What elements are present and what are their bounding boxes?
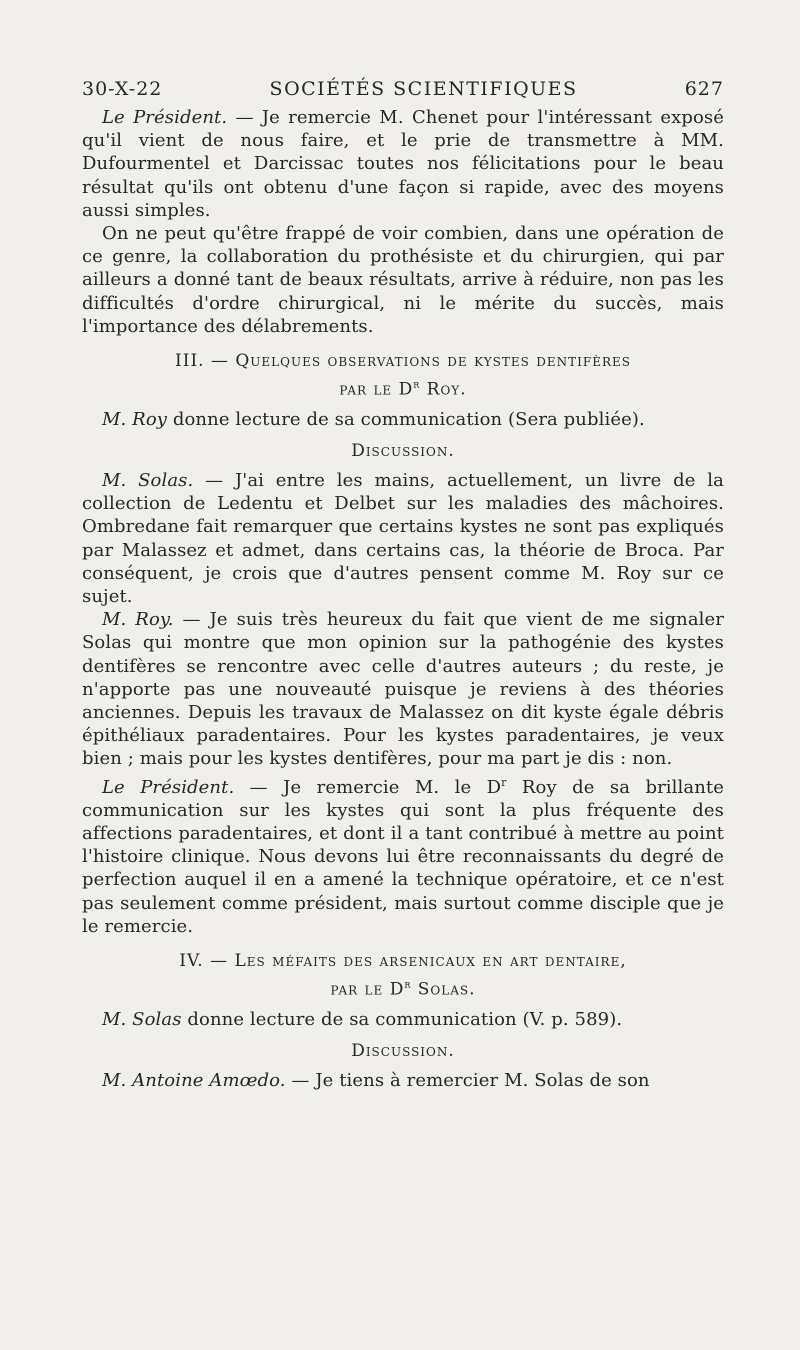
section-heading-4 — [82, 950, 724, 1002]
paragraph-president-2 — [82, 222, 724, 338]
paragraph-text: — Je remercie M. le D — [234, 776, 502, 798]
section-author: par le $D^r$ Roy. — [339, 378, 467, 400]
speaker: M. Roy — [102, 408, 168, 430]
paragraph-text: donne lecture de sa communication (Sera publiée). — [167, 408, 645, 430]
paragraph-amoedo — [82, 1069, 724, 1092]
discussion-heading: Discussion. — [351, 1040, 455, 1061]
paragraph-text: donne lecture de sa communication (V. p. 589). — [181, 1008, 623, 1030]
paragraph-president-3: Le Président. — Je remercie M. le $D^r$ Roy de sa brillante communication sur les kystes qui sont la plus fréquente des affections paradentaires, et dont il a tant contribué à mettre au point l'histoire clinique. Nous devons lui être reconnaissants du degré de perfection auquel il en a amené la technique opératoire, et ce n'est pas seulement comme président, mais surtout comme disciple que je le remercie. — [82, 775, 724, 937]
paragraph-text: Roy de sa brillante communication sur les kystes qui sont la plus fréquente des affections paradentaires, et dont il a tant contribué à mettre au point l'histoire clinique. Nous devons lui être reconnaissants du degré de perfection auquel il en a amené la technique opératoire, et ce n'est pas seulement comme président, mais surtout comme disciple que je le remercie. — [82, 776, 724, 937]
intro-solas — [82, 1008, 724, 1031]
paragraph-text: — J'ai entre les mains, actuellement, un livre de la collection de Ledentu et Delbet sur les maladies des mâchoires. Ombredane fait remarquer que certains kystes ne sont pas expliqués par Malassez et admet, dans certains cas, la théorie de Broca. Par conséquent, je crois que d'autres pensent comme M. Roy sur ce sujet. — [82, 469, 724, 607]
header-date: 30-X-22 — [82, 78, 163, 100]
speaker: M. Roy. — [102, 609, 174, 631]
speaker: Le Président. — [102, 776, 235, 798]
section-title: IV. — Les méfaits des arsenicaux en art dentaire, — [179, 950, 627, 971]
page-number: 627 — [684, 78, 724, 100]
speaker: M. Antoine Amœdo. — [102, 1069, 286, 1091]
speaker: M. Solas. — [102, 469, 194, 491]
section-author: par le $D^r$ Solas. — [330, 977, 476, 1000]
section-title: III. — Quelques observations de kystes dentifères — [175, 351, 631, 372]
running-header — [82, 78, 724, 100]
paragraph-text: — Je remercie M. Chenet pour l'intéressant exposé qu'il vient de nous faire, et le prie de transmettre à MM. Dufourmentel et Darcissac toutes nos félicitations pour le beau résultat qu'ils ont obtenu d'une façon si rapide, avec des moyens aussi simples. — [82, 107, 724, 221]
intro-roy — [82, 408, 724, 431]
paragraph-text: — Je tiens à remercier M. Solas de son — [285, 1069, 650, 1091]
paragraph-roy — [82, 608, 724, 770]
section-heading-3 — [82, 350, 724, 402]
speaker: Le Président. — [102, 107, 228, 128]
discussion-heading: Discussion. — [351, 440, 455, 461]
header-title: SOCIÉTÉS SCIENTIFIQUES — [269, 78, 578, 100]
paragraph-solas — [82, 469, 724, 608]
paragraph-president-1 — [82, 106, 724, 222]
speaker: M. Solas — [102, 1008, 182, 1030]
paragraph-text: — Je suis très heureux du fait que vient de me signaler Solas qui montre que mon opinion sur la pathogénie des kystes dentifères se rencontre avec celle d'autres auteurs ; du reste, je n'apporte pas une nouveauté puisque je reviens à des théories anciennes. Depuis les travaux de Malassez on dit kyste égale débris épithéliaux paradentaires. Pour les kystes paradentaires, je veux bien ; mais pour les kystes dentifères, pour ma part je dis : non. — [82, 609, 724, 770]
paragraph-text: On ne peut qu'être frappé de voir combien, dans une opération de ce genre, la collaboration du prothésiste et du chirurgien, qui par ailleurs a donné tant de beaux résultats, arrive à réduire, non pas les difficultés d'ordre chirurgical, ni le mérite du succès, mais l'importance des délabrements. — [82, 223, 724, 337]
document-page — [82, 78, 724, 1092]
